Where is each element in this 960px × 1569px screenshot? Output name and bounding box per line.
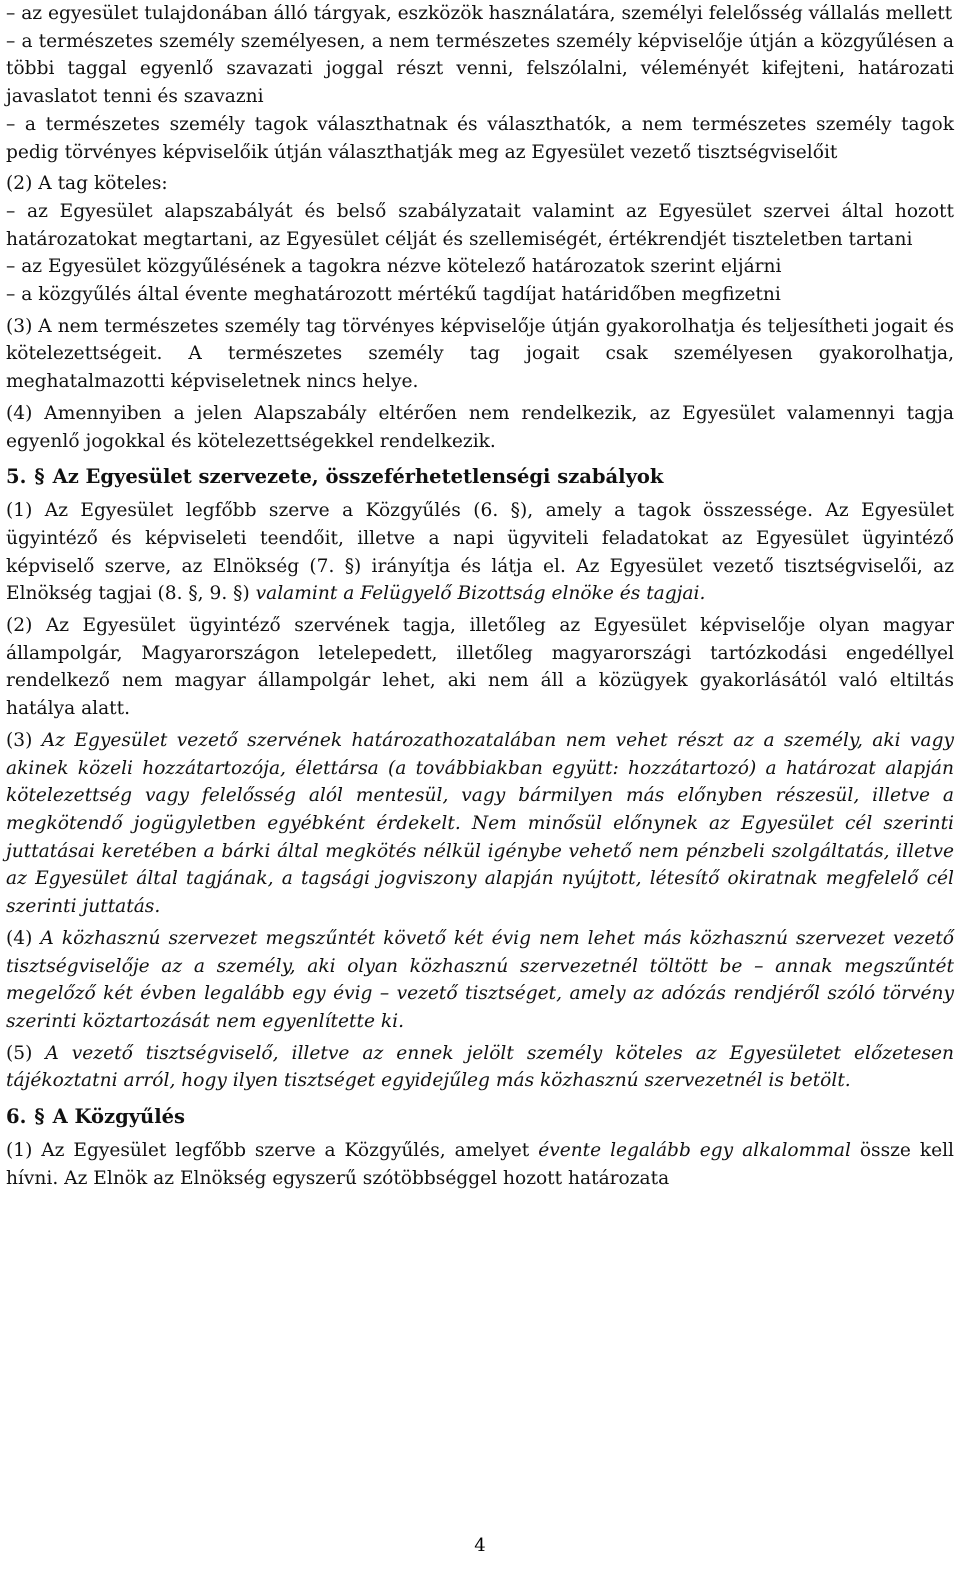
paragraph-text: (1) Az Egyesület legfőbb szerve a Közgyűlés (6. §), amely a tagok összessége. Az Egyesület ügyintéző és képviseleti teendőit, illetve a napi ügyviteli feladatokat az Egyesület ügyintéző képviselő szerve, az Elnökség (7. §) irányítja és látja el. Az Egyesület vezető tisztségviselői, az Elnökség tagjai (8. §, 9. §) (6, 500, 954, 605)
list-item: – a természetes személy tagok választhatnak és választhatók, a nem természetes személy tagok pedig törvényes képviselőik útján választhatják meg az Egyesület vezető tisztségviselőit (6, 113, 954, 163)
paragraph-number: (5) (6, 1042, 33, 1064)
page-number: 4 (474, 1535, 486, 1556)
paragraph (6, 1137, 954, 1192)
list-item: – az Egyesület közgyűlésének a tagokra nézve kötelező határozatok szerint eljárni (6, 256, 782, 278)
paragraph (6, 727, 954, 921)
paragraph (6, 497, 954, 608)
section-heading (6, 463, 954, 491)
section-symbol: § (34, 1105, 45, 1129)
paragraph (6, 925, 954, 1036)
paragraph-number: (4) (6, 927, 33, 949)
paragraph-text-italic: Az Egyesület vezető szervének határozathozatalában nem vehet részt az a személy, aki vagy akinek közeli hozzátartozója, élettársa (a továbbiakban együtt: hozzátartozó) a határozat alapján kötelezettség vagy felelősség alól mentesül, vagy bármilyen más előnyben részesül, illetve a megkötendő jogügyletben egyébként érdekelt. Nem minősül előnynek az Egyesület cél szerinti juttatásai keretében a bárki által megkötés nélkül igénybe vehető nem pénzbeli szolgáltatás, illetve az Egyesület által tagjának, a tagsági jogviszony alapján nyújtott, létesítő okiratnak megfelelő cél szerinti juttatás. (6, 729, 954, 918)
paragraph: (4) Amennyiben a jelen Alapszabály eltérően nem rendelkezik, az Egyesület valamennyi tagja egyenlő jogokkal és kötelezettségekkel rendelkezik. (6, 402, 954, 452)
paragraph (6, 1040, 954, 1095)
list-item: – az egyesület tulajdonában álló tárgyak, eszközök használatára, személyi felelősség vállalás mellett (6, 3, 953, 24)
paragraph: (2) Az Egyesület ügyintéző szervének tagja, illetőleg az Egyesület képviselője olyan magyar állampolgár, Magyarországon letelepedett, illetőleg magyarországi tartózkodási engedéllyel rendelkező nem magyar állampolgár lehet, aki nem áll a közügyek gyakorlásától való eltiltás hatálya alatt. (6, 615, 954, 720)
list-item: – a természetes személy személyesen, a nem természetes személy képviselője útján a közgyűlésen a többi taggal egyenlő szavazati joggal részt venni, felszólalni, véleményét kifejteni, határozati javaslatot tenni és szavazni (6, 30, 954, 108)
paragraph-text: (1) Az Egyesület legfőbb szerve a Közgyűlés, amelyet (6, 1140, 530, 1162)
paragraph-number: (3) (6, 729, 33, 751)
paragraph-text-italic: A vezető tisztségviselő, illetve az ennek jelölt személy köteles az Egyesületet előzetesen tájékoztatni arról, hogy ilyen tisztséget egyidejűleg más közhasznú szervezetnél is betölt. (6, 1042, 954, 1092)
section-symbol: § (34, 465, 45, 489)
paragraph-text: össze kell hívni. Az Elnök az Elnökség egyszerű szótöbbséggel hozott határozata (6, 1140, 954, 1189)
document-page (6, 0, 954, 1196)
section-title: A Közgyűlés (52, 1105, 186, 1129)
paragraph-heading: (2) A tag köteles: (6, 173, 168, 195)
section-number: 6. (6, 1105, 27, 1129)
paragraph: (3) A nem természetes személy tag törvényes képviselője útján gyakorolhatja és teljesítheti jogait és kötelezettségeit. A természetes személy tag jogait csak személyesen gyakorolhatja, meghatalmazotti képviseletnek nincs helye. (6, 315, 954, 393)
section-number: 5. (6, 465, 27, 489)
paragraph-text-italic: valamint a Felügyelő Bizottság elnöke és tagjai. (255, 583, 706, 605)
paragraph-text-italic: évente legalább egy alkalommal (538, 1140, 851, 1162)
obligations-list (6, 198, 954, 309)
rights-list (6, 0, 954, 166)
list-item: – az Egyesület alapszabályát és belső szabályzatait valamint az Egyesület szervei által hozott határozatokat megtartani, az Egyesület célját és szellemiségét, értékrendjét tiszteletben tartani (6, 200, 954, 250)
paragraph-text-italic: A közhasznú szervezet megszűntét követő két évig nem lehet más közhasznú szervezet vezető tisztségviselője az a személy, aki olyan közhasznú szervezetnél töltött be – annak megszűntét megelőző két évben legalább egy évig – vezető tisztséget, amely az adózás rendjéről szóló törvény szerinti köztartozását nem egyenlítette ki. (6, 927, 955, 1032)
list-item: – a közgyűlés által évente meghatározott mértékű tagdíjat határidőben megfizetni (6, 284, 781, 306)
section-title: Az Egyesület szervezete, összeférhetetlenségi szabályok (52, 465, 664, 489)
section-heading (6, 1103, 954, 1131)
